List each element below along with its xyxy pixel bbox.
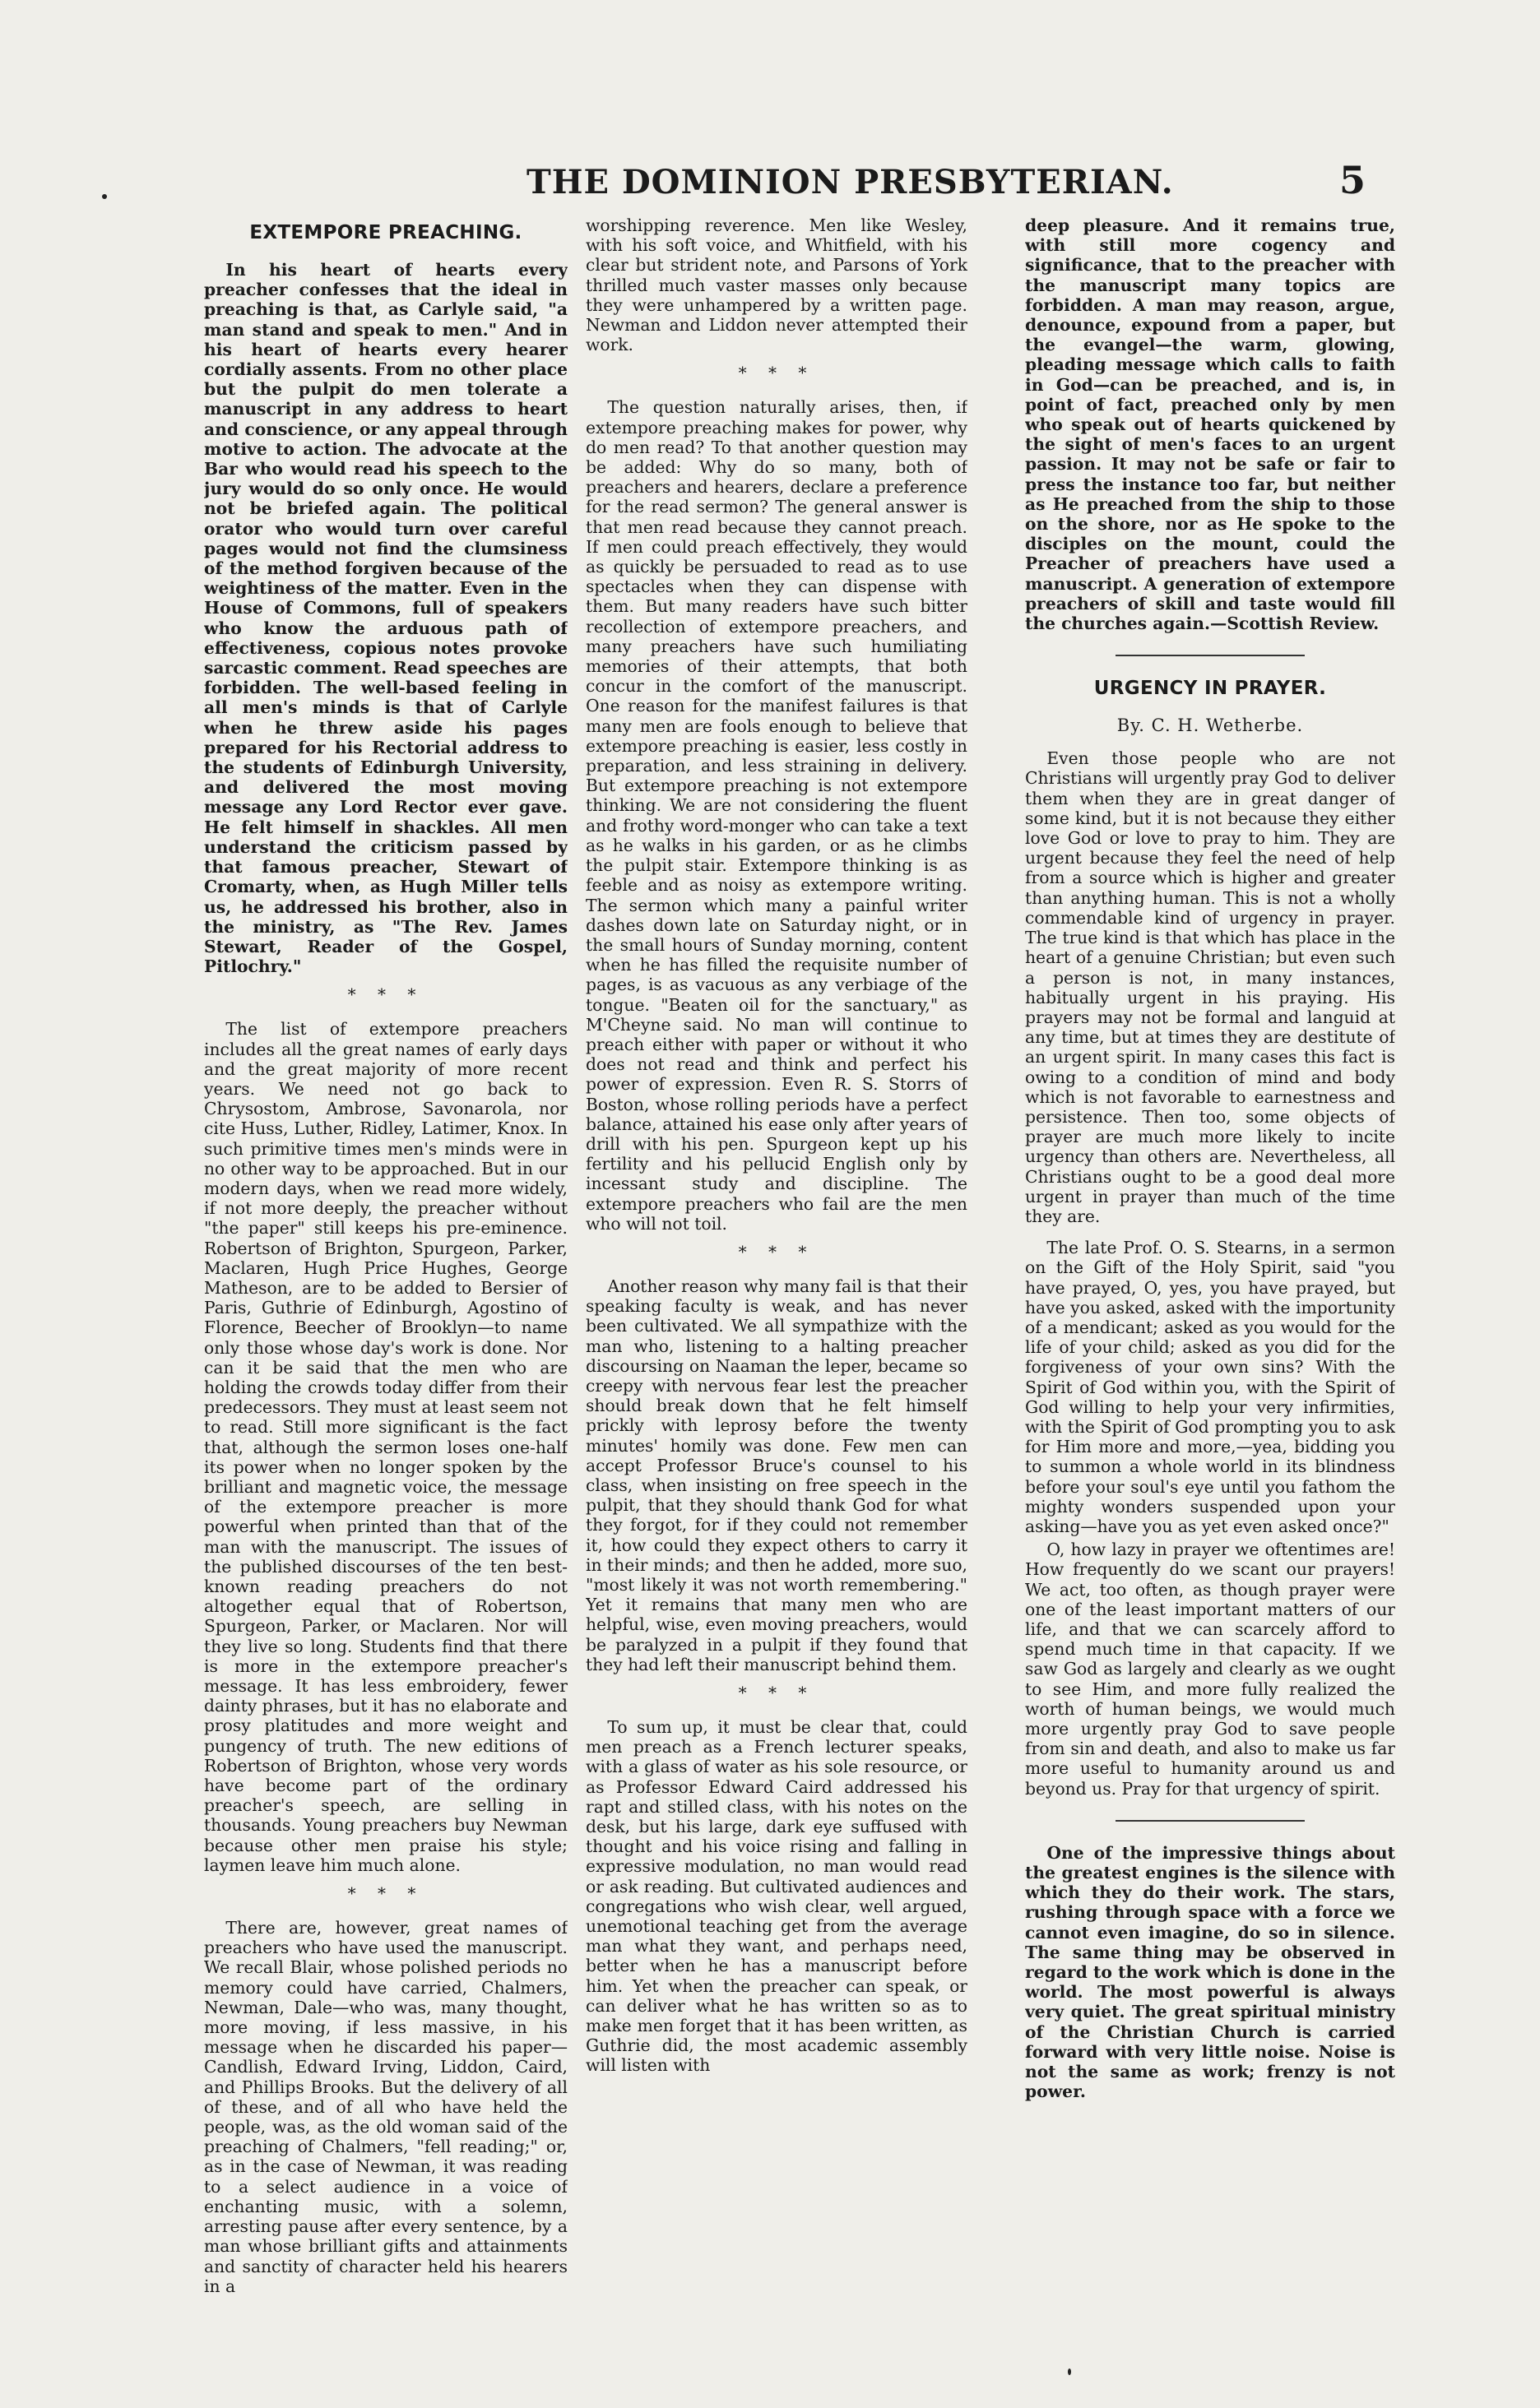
paragraph: One of the impressive things about the greatest engines is the silence with which they do their work. The stars, rushing through space with a force we cannot even imagine, do so in silence. The same thing may be observed in regard to the work which is done in the world. The most powerful is always very quiet. The great spiritual ministry of the Christian Church is carried forward with very little noise. Noise is not the same as work; frenzy is not power. (1025, 1842, 1395, 2102)
section-separator: * * * (738, 363, 815, 383)
section-separator: * * * (738, 1241, 815, 1262)
section-separator: * * * (347, 984, 424, 1005)
article-heading-extempore-preaching: EXTEMPORE PREACHING. (249, 222, 522, 243)
page-number: 5 (1339, 158, 1366, 202)
column-2 (586, 215, 967, 2321)
column-1 (204, 215, 568, 2321)
paragraph: The list of extempore preachers includes all the great names of early days and the great majority of more recent years. We need not go back to Chrysostom, Ambrose, Savonarola, nor cite Huss, Luther, Ridley, Latimer, Knox. In such primitive times men's minds were in no other way to be approached. But in our modern days, when we read more widely, if not more deeply, the preacher without "the paper" still keeps his pre-eminence. Robertson of Brighton, Spurgeon, Parker, Maclaren, Hugh Price Hughes, George Matheson, are to be added to Bersier of Paris, Guthrie of Edinburgh, Agostino of Florence, Beecher of Brooklyn—to name only those whose day's work is done. Nor can it be said that the men who are holding the crowds today differ from their predecessors. They must at least seem not to read. Still more significant is the fact that, although the sermon loses one-half its power when no longer spoken by the brilliant and magnetic voice, the message of the extempore preacher is more powerful when printed than that of the man with the manuscript. The issues of the published discourses of the ten best-known reading preachers do not altogether equal that of Robertson, Spurgeon, Parker, or Maclaren. Nor will they live so long. Students find that there is more in the extempore preacher's message. It has less embroidery, fewer dainty phrases, but it has no elaborate and prosy platitudes and more weight and pungency of truth. The new editions of Robertson of Brighton, whose very words have become part of the ordinary preacher's speech, are selling in thousands. Young preachers buy Newman because other men praise his style; laymen leave him much alone. (204, 1019, 568, 1875)
paragraph: To sum up, it must be clear that, could men preach as a French lecturer speaks, with a glass of water as his sole resource, or as Professor Edward Caird addressed his rapt and stilled class, with his notes on the desk, but his large, dark eye suffused with thought and his voice rising and falling in expressive modulation, no man would read or ask reading. But cultivated audiences and congregations who wish clear, well argued, unemotional teaching get from the average man what they want, and perhaps need, better when he has a manuscript before him. Yet when the preacher can speak, or can deliver what he has written so as to make men forget that it has been written, as Guthrie did, the most academic assembly will listen with (586, 1717, 967, 2076)
column-3 (1025, 215, 1395, 2321)
page-header (0, 158, 1540, 212)
paragraph: There are, however, great names of preachers who have used the manuscript. We recall Blair, whose polished periods no memory could have carried, Chalmers, Newman, Dale—who was, many thought, more moving, if less massive, in his message when he discarded his paper—Candlish, Edward Irving, Liddon, Caird, and Phillips Brooks. But the delivery of all of these, and of all who have held the people, was, as the old woman said of the preaching of Chalmers, "fell reading;" or, as in the case of Newman, it was reading to a select audience in a voice of enchanting music, with a solemn, arresting pause after every sentence, by a man whose brilliant gifts and attainments and sanctity of character held his hearers in a (204, 1918, 568, 2296)
publication-title: THE DOMINION PRESBYTERIAN. (526, 163, 1174, 201)
scan-speck (102, 194, 107, 199)
section-separator: * * * (347, 1883, 424, 1904)
divider-rule (1116, 1820, 1305, 1822)
paragraph: The late Prof. O. S. Stearns, in a sermon on the Gift of the Holy Spirit, said "you have prayed, O, yes, you have prayed, but have you asked, asked with the importunity of a mendicant; asked as you would for the life of your child; asked as you did for the forgiveness of your own sins? With the Spirit of God within you, with the Spirit of God willing to help your very infirmities, with the Spirit of God prompting you to ask for Him more and more,—yea, bidding you to summon a whole world in its blindness before your soul's eye until you fathom the mighty wonders suspended upon your asking—have you as yet even asked once?" (1025, 1238, 1395, 1536)
paragraph: The question naturally arises, then, if extempore preaching makes for power, why do men read? To that another question may be added: Why do so many, both of preachers and hearers, declare a preference for the read sermon? The general answer is that men read because they cannot preach. If men could preach effectively, they would as quickly be persuaded to read as to use spectacles when they can dispense with them. But many readers have such bitter recollection of extempore preachers, and many preachers have such humiliating memories of their attempts, that both concur in the comfort of the manuscript. One reason for the manifest failures is that many men are fools enough to believe that extempore preaching is easier, less costly in preparation, and less straining in delivery. But extempore preaching is not extempore thinking. We are not considering the fluent and frothy word-monger who can take a text as he walks in his garden, or as he climbs the pulpit stair. Extempore thinking is as feeble and as noisy as extempore writing. The sermon which many a painful writer dashes down late on Saturday night, or in the small hours of Sunday morning, content when he has filled the requisite number of pages, is as vacuous as any verbiage of the tongue. "Beaten oil for the sanctuary," as M'Cheyne said. No man will continue to preach either with paper or without it who does not read and think and perfect his power of expression. Even R. S. Storrs of Boston, whose rolling periods have a perfect balance, attained his ease only after years of drill with his pen. Spurgeon kept up his fertility and his pellucid English only by incessant study and discipline. The extempore preachers who fail are the men who will not toil. (586, 397, 967, 1234)
author-byline: By. C. H. Wetherbe. (1116, 715, 1304, 736)
paragraph: worshipping reverence. Men like Wesley, with his soft voice, and Whitfield, with his clear but strident note, and Parsons of York thrilled much vaster masses only because they were unhampered by a written page. Newman and Liddon never attempted their work. (586, 215, 967, 355)
paragraph: In his heart of hearts every preacher confesses that the ideal in preaching is that, as Carlyle said, "a man stand and speak to men." And in his heart of hearts every hearer cordially assents. From no other place but the pulpit do men tolerate a manuscript in any address to heart and conscience, or any appeal through motive to action. The advocate at the Bar who would read his speech to the jury would do so only once. He would not be briefed again. The political orator who would turn over careful pages would not find the clumsiness of the method forgiven because of the weightiness of the matter. Even in the House of Commons, full of speakers who know the arduous path of effectiveness, copious notes provoke sarcastic comment. Read speeches are forbidden. The well-based feeling in all men's minds is that of Carlyle when he threw aside his pages prepared for his Rectorial address to the students of Edinburgh University, and delivered the most moving message any Lord Rector ever gave. He felt himself in shackles. All men understand the criticism passed by that famous preacher, Stewart of Cromarty, when, as Hugh Miller tells us, he addressed his brother, also in the ministry, as "The Rev. James Stewart, Reader of the Gospel, Pitlochry." (204, 260, 568, 977)
divider-rule (1116, 655, 1305, 656)
paragraph: deep pleasure. And it remains true, with still more cogency and significance, that to the preacher with the manuscript many topics are forbidden. A man may reason, argue, denounce, expound from a paper, but the evangel—the warm, glowing, pleading message which calls to faith in God—can be preached, and is, in point of fact, preached only by men who speak out of hearts quickened by the sight of men's faces to an urgent passion. It may not be safe or fair to press the instance too far, but neither as He preached from the ship to those on the shore, nor as He spoke to the disciples on the mount, could the Preacher of preachers have used a manuscript. A generation of extempore preachers of skill and taste would fill the churches again.—Scottish Review. (1025, 215, 1395, 634)
article-heading-urgency-in-prayer: URGENCY IN PRAYER. (1093, 678, 1327, 700)
paragraph: O, how lazy in prayer we oftentimes are! How frequently do we scant our prayers! We act, too often, as though prayer were one of the least important matters of our life, and that we can scarcely afford to spend much time in that capacity. If we saw God as largely and clearly as we ought to see Him, and more fully realized the worth of human beings, we would much more urgently pray God to save people from sin and death, and also to make us far more useful to humanity around us and beyond us. Pray for that urgency of spirit. (1025, 1540, 1395, 1799)
section-separator: * * * (738, 1683, 815, 1703)
scan-speck (1068, 2369, 1071, 2375)
paragraph: Even those people who are not Christians will urgently pray God to deliver them when they are in great danger of some kind, but it is not because they either love God or love to pray to him. They are urgent because they feel the need of help from a source which is higher and greater than anything human. This is not a wholly commendable kind of urgency in prayer. The true kind is that which has place in the heart of a genuine Christian; but even such a person is not, in many instances, habitually urgent in his praying. His prayers may not be formal and languid at any time, but at times they are destitute of an urgent spirit. In many cases this fact is owing to a condition of mind and body which is not favorable to earnestness and persistence. Then too, some objects of prayer are much more likely to incite urgency than others are. Nevertheless, all Christians ought to be a good deal more urgent in prayer than much of the time they are. (1025, 748, 1395, 1226)
paragraph: Another reason why many fail is that their speaking faculty is weak, and has never been cultivated. We all sympathize with the man who, listening to a halting preacher discoursing on Naaman the leper, became so creepy with nervous fear lest the preacher should break down that he felt himself prickly with leprosy before the twenty minutes' homily was done. Few men can accept Professor Bruce's counsel to his class, when insisting on free speech in the pulpit, that they should thank God for what they forgot, for if they could not remember it, how could they expect others to carry it in their minds; and then he added, more suo, "most likely it was not worth remembering." Yet it remains that many men who are helpful, wise, even moving preachers, would be paralyzed in a pulpit if they found that they had left their manuscript behind them. (586, 1276, 967, 1674)
